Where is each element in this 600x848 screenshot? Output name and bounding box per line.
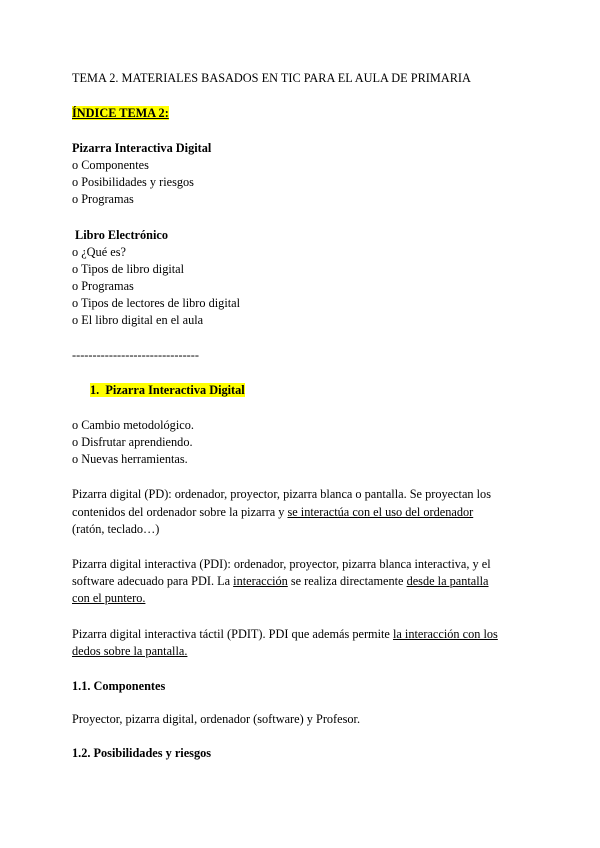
paragraph-pdi-line-1: Pizarra digital interactiva (PDI): ordenador, proyector, pizarra blanca interactiva, y el (72, 557, 491, 571)
paragraph-pdi-line-2 (72, 573, 489, 590)
paragraph-pd-line-3: (ratón, teclado…) (72, 522, 160, 536)
index-section-1-title: Pizarra Interactiva Digital (72, 141, 212, 155)
text-span: se realiza directamente (287, 574, 407, 588)
index-item: o Componentes (72, 158, 149, 172)
paragraph-pdi-line-3 (72, 590, 145, 607)
text-span: Pizarra digital interactiva táctil (PDIT). PDI que además permite (72, 627, 393, 641)
subsection-components-text: Proyector, pizarra digital, ordenador (software) y Profesor. (72, 712, 361, 726)
document-title: TEMA 2. MATERIALES BASADOS EN TIC PARA EL AULA DE PRIMARIA (72, 71, 471, 85)
separator-line: ------------------------------- (72, 348, 199, 362)
index-item: o Programas (72, 279, 134, 293)
underlined-text: dedos sobre la pantalla. (72, 644, 188, 658)
subsection-possibilities-heading: 1.2. Posibilidades y riesgos (72, 746, 212, 760)
index-item: o Posibilidades y riesgos (72, 175, 194, 189)
section-1-number: 1. (90, 383, 100, 397)
index-item: o Programas (72, 192, 134, 206)
section-1-heading-highlight (90, 383, 245, 397)
bullet-item: o Nuevas herramientas. (72, 452, 188, 466)
section-1-heading (90, 382, 245, 399)
index-item: o El libro digital en el aula (72, 313, 204, 327)
underlined-text: con el puntero. (72, 591, 146, 605)
index-section-2-title: Libro Electrónico (75, 228, 169, 242)
index-item: o Tipos de lectores de libro digital (72, 296, 241, 310)
index-heading (72, 105, 169, 122)
underlined-text: la interacción con los (392, 627, 498, 641)
paragraph-pd-line-1: Pizarra digital (PD): ordenador, proyector, pizarra blanca o pantalla. Se proyectan los (72, 487, 491, 501)
index-item: o Tipos de libro digital (72, 262, 185, 276)
underlined-text: se interactúa con el uso del ordenador (287, 505, 474, 519)
text-span: contenidos del ordenador sobre la pizarra y (72, 505, 288, 519)
section-1-title: Pizarra Interactiva Digital (105, 383, 245, 397)
text-span: software adecuado para PDI. La (72, 574, 234, 588)
bullet-item: o Cambio metodológico. (72, 418, 194, 432)
bullet-item: o Disfrutar aprendiendo. (72, 435, 193, 449)
paragraph-pd-line-2 (72, 504, 473, 521)
index-heading-text: ÍNDICE TEMA 2: (72, 106, 169, 120)
underlined-text: desde la pantalla (406, 574, 489, 588)
underlined-text: interacción (233, 574, 288, 588)
index-item: o ¿Qué es? (72, 245, 126, 259)
subsection-components-heading: 1.1. Componentes (72, 679, 166, 693)
paragraph-pdit-line-1 (72, 626, 498, 643)
paragraph-pdit-line-2 (72, 643, 187, 660)
